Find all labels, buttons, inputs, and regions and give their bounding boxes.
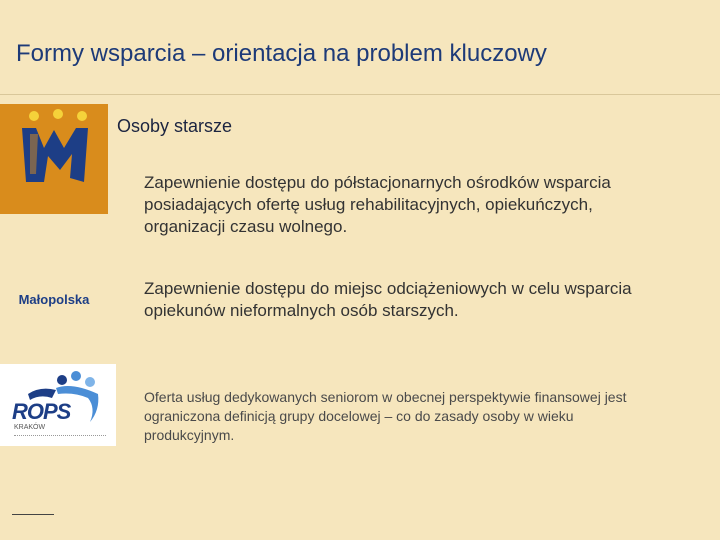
section-heading: Osoby starsze	[117, 116, 233, 136]
slide-title: Formy wsparcia – orientacja na problem kluczowy	[16, 40, 547, 67]
malopolska-emblem-icon	[0, 104, 108, 214]
note-text: Oferta usług dedykowanych seniorom w obecnej perspektywie finansowej jest ograniczona definicją grupy docelowej – co do zasady osoby w wieku produkcyjnym.	[144, 389, 627, 443]
bullet-item: Zapewnienie dostępu do miejsc odciążeniowych w celu wsparcia opiekunów nieformalnych osób starszych.	[144, 279, 632, 320]
malopolska-logo	[0, 104, 108, 307]
rops-fine-print-line	[14, 435, 106, 438]
title-divider	[0, 94, 720, 95]
rops-logo	[0, 364, 116, 446]
malopolska-label: Małopolska	[18, 292, 90, 307]
rops-city: KRAKÓW	[14, 424, 46, 431]
bullet-item: Zapewnienie dostępu do półstacjonarnych ośrodków wsparcia posiadających ofertę usług rehabilitacyjnych, opiekuńczych, organizacji czasu wolnego.	[144, 173, 611, 236]
rops-label: ROPS	[12, 399, 71, 424]
footer-line	[12, 514, 54, 515]
